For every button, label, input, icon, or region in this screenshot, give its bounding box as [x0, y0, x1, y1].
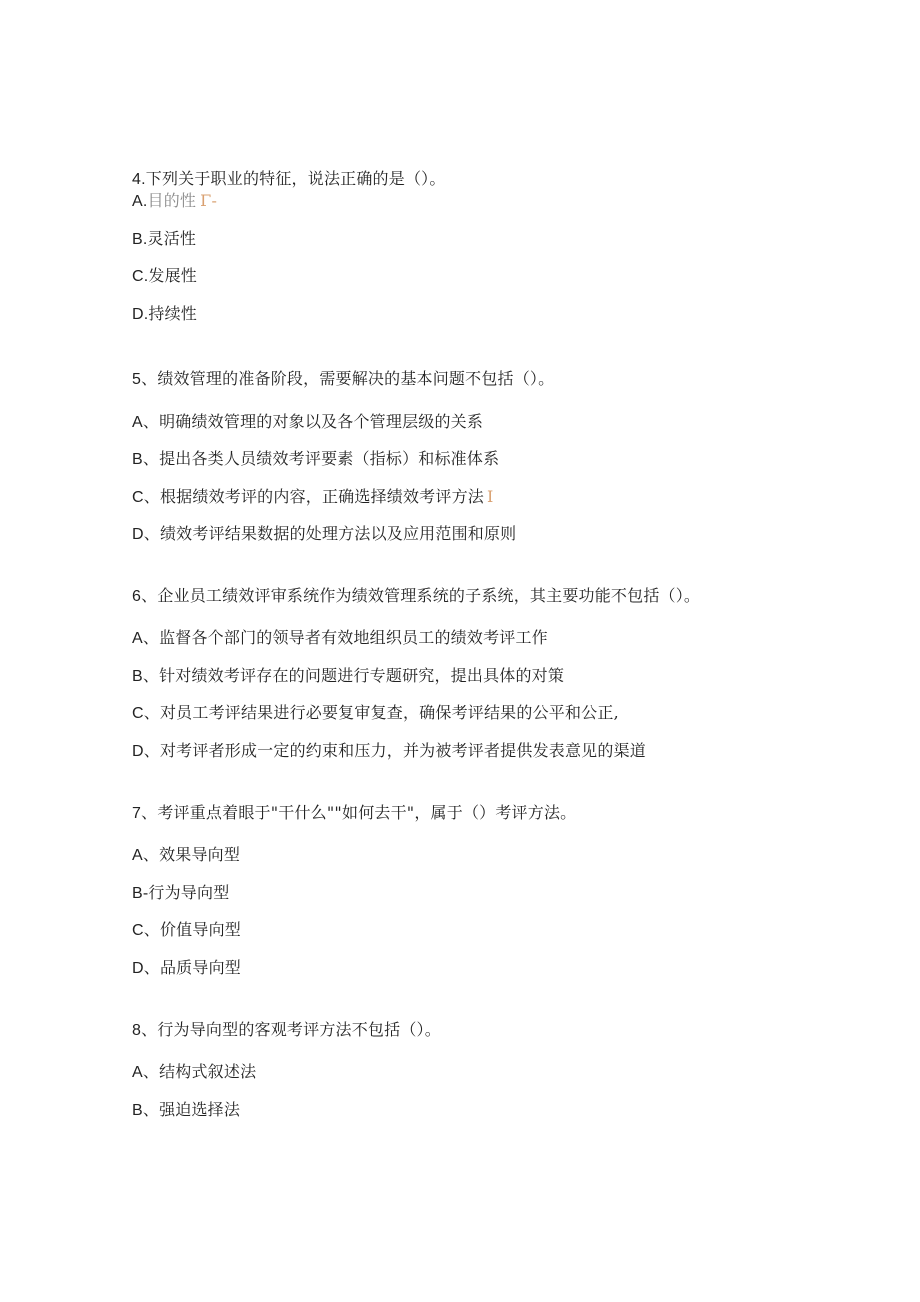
stray-mark: Γ- — [200, 191, 218, 210]
option-text: 对员工考评结果进行必要复审复查，确保考评结果的公平和公正, — [159, 703, 619, 722]
option-text: 价值导向型 — [159, 920, 241, 939]
question-text: 考评重点着眼于"干什么""如何去干"，属于（）考评方法。 — [157, 803, 577, 822]
option-label: C. — [132, 268, 149, 285]
question-6-option-a — [132, 628, 548, 649]
option-text: 行为导向型 — [148, 883, 230, 902]
option-label: B、 — [132, 1102, 160, 1119]
question-7-option-a — [132, 845, 240, 866]
question-text: 绩效管理的准备阶段，需要解决的基本问题不包括（）。 — [157, 369, 555, 388]
option-text: 根据绩效考评的内容，正确选择绩效考评方法 — [159, 487, 484, 506]
option-label: C、 — [132, 705, 160, 722]
question-8-option-b — [132, 1100, 240, 1121]
question-7-option-c — [132, 920, 241, 941]
question-number: 8、 — [132, 1022, 158, 1039]
option-text: 品质导向型 — [159, 958, 241, 977]
question-4-stem — [132, 169, 446, 190]
option-text: 绩效考评结果数据的处理方法以及应用范围和原则 — [159, 524, 517, 543]
question-7-option-d — [132, 958, 241, 979]
option-label: B. — [132, 231, 148, 248]
option-label: A. — [132, 193, 148, 210]
question-8-option-a — [132, 1062, 256, 1083]
option-label: B、 — [132, 451, 160, 468]
option-text: 持续性 — [148, 304, 198, 323]
question-6-option-d — [132, 741, 646, 762]
option-text: 效果导向型 — [159, 845, 241, 864]
question-6-option-c — [132, 703, 619, 724]
question-5-stem — [132, 369, 554, 390]
option-label: D、 — [132, 743, 160, 760]
option-text: 灵活性 — [147, 229, 197, 248]
question-5-option-d — [132, 524, 516, 545]
question-7-option-b — [132, 883, 229, 904]
option-text: 针对绩效考评存在的问题进行专题研究，提出具体的对策 — [159, 666, 565, 685]
question-4-option-b — [132, 229, 196, 250]
option-label: A、 — [132, 847, 160, 864]
option-text: 目的性 — [147, 191, 197, 210]
question-5-option-a — [132, 412, 483, 433]
option-text: 强迫选择法 — [159, 1100, 241, 1119]
question-8-stem — [132, 1020, 441, 1041]
option-label: A、 — [132, 1064, 160, 1081]
option-text: 结构式叙述法 — [159, 1062, 257, 1081]
option-label: D. — [132, 306, 149, 323]
option-text: 明确绩效管理的对象以及各个管理层级的关系 — [159, 412, 484, 431]
option-label: C、 — [132, 922, 160, 939]
option-label: D、 — [132, 960, 160, 977]
question-text: 行为导向型的客观考评方法不包括（）。 — [157, 1020, 441, 1039]
question-6-stem — [132, 586, 700, 607]
option-text: 对考评者形成一定的约束和压力，并为被考评者提供发表意见的渠道 — [159, 741, 646, 760]
question-4-option-c — [132, 266, 197, 287]
option-text: 监督各个部门的领导者有效地组织员工的绩效考评工作 — [159, 628, 548, 647]
question-text: 企业员工绩效评审系统作为绩效管理系统的子系统，其主要功能不包括（）。 — [157, 586, 701, 605]
option-label: C、 — [132, 489, 160, 506]
stray-mark: I — [486, 487, 494, 506]
question-text: 下列关于职业的特征，说法正确的是（）。 — [145, 169, 446, 188]
question-7-stem — [132, 803, 576, 824]
question-6-option-b — [132, 666, 564, 687]
question-5-option-b — [132, 449, 499, 470]
option-text: 发展性 — [148, 266, 198, 285]
option-label: B、 — [132, 668, 160, 685]
option-text: 提出各类人员绩效考评要素（指标）和标准体系 — [159, 449, 500, 468]
question-4-option-a — [132, 191, 217, 212]
option-label: D、 — [132, 526, 160, 543]
question-number: 5、 — [132, 371, 158, 388]
question-number: 4. — [132, 171, 146, 188]
question-5-option-c — [132, 487, 494, 508]
question-4-option-d — [132, 304, 197, 325]
question-number: 7、 — [132, 805, 158, 822]
question-number: 6、 — [132, 588, 158, 605]
option-label: A、 — [132, 630, 160, 647]
option-label: A、 — [132, 414, 160, 431]
option-label: B- — [132, 885, 149, 902]
